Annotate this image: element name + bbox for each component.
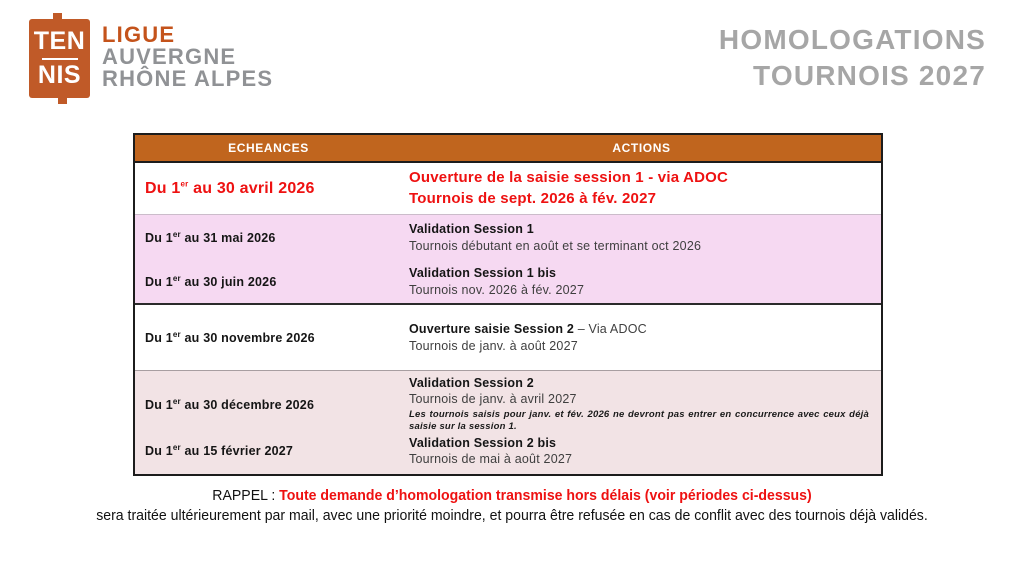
league-name-line1: LIGUE bbox=[102, 22, 176, 47]
action-subtitle: Tournois nov. 2026 à fév. 2027 bbox=[409, 282, 585, 297]
action-title: Validation Session 2 bis bbox=[409, 435, 557, 450]
logo-bottom-tab bbox=[58, 97, 67, 104]
action-text bbox=[402, 305, 881, 370]
action-line2: Tournois de sept. 2026 à fév. 2027 bbox=[409, 189, 657, 207]
action-title-line bbox=[409, 321, 869, 337]
action-subtitle: Tournois de mai à août 2027 bbox=[409, 452, 573, 466]
action-text bbox=[402, 428, 881, 474]
table-header-row bbox=[135, 135, 881, 163]
league-name-line3: RHÔNE ALPES bbox=[102, 66, 274, 91]
page-title bbox=[719, 22, 986, 94]
league-name-line2: AUVERGNE bbox=[102, 44, 237, 69]
action-subtitle: Tournois de janv. à août 2027 bbox=[409, 338, 578, 353]
table-row bbox=[135, 371, 881, 433]
rappel-line2: sera traitée ultérieurement par mail, avec une priorité moindre, et pourra être refusée en cas de conflit avec des tournois déjà validés. bbox=[96, 507, 928, 524]
deadline-date: Du 1er au 30 avril 2026 bbox=[145, 179, 315, 197]
rappel-label: RAPPEL : bbox=[212, 487, 280, 504]
action-note: Les tournois saisis pour janv. et fév. 2026 ne devront pas entrer en concurrence avec ceux déjà saisie sur la session 1. bbox=[409, 408, 869, 433]
action-title: Ouverture saisie Session 2 bbox=[409, 322, 575, 337]
page-title-line2: TOURNOIS 2027 bbox=[753, 60, 986, 91]
action-title-suffix: – Via ADOC bbox=[574, 322, 647, 337]
action-subtitle: Tournois de janv. à avril 2027 bbox=[409, 392, 577, 407]
table-row bbox=[135, 163, 881, 215]
rappel-note bbox=[0, 486, 1024, 526]
rappel-line1 bbox=[31, 486, 994, 506]
homologation-schedule-table bbox=[133, 133, 883, 476]
logo-divider bbox=[42, 58, 78, 60]
action-subtitle: Tournois débutant en août et se terminant oct 2026 bbox=[409, 238, 702, 253]
action-text bbox=[402, 215, 881, 260]
deadline-date: Du 1er au 31 mai 2026 bbox=[145, 229, 276, 245]
table-row bbox=[135, 260, 881, 305]
deadline-date: Du 1er au 30 décembre 2026 bbox=[145, 396, 315, 412]
action-title: Validation Session 1 bbox=[409, 222, 534, 237]
deadline-date: Du 1er au 30 juin 2026 bbox=[145, 273, 277, 289]
tennis-logo bbox=[29, 19, 90, 98]
logo-text-bottom: NIS bbox=[37, 60, 82, 89]
table-row bbox=[135, 428, 881, 474]
league-name bbox=[102, 24, 273, 90]
deadline-date: Du 1er au 15 février 2027 bbox=[145, 442, 294, 458]
action-line1: Ouverture de la saisie session 1 - via ADOC bbox=[409, 169, 729, 187]
action-text bbox=[402, 260, 881, 303]
action-title: Validation Session 1 bis bbox=[409, 266, 557, 281]
table-row bbox=[135, 215, 881, 260]
page-title-line1: HOMOLOGATIONS bbox=[718, 24, 986, 55]
deadline-date: Du 1er au 30 novembre 2026 bbox=[145, 329, 315, 345]
action-text bbox=[402, 163, 881, 214]
header-actions: ACTIONS bbox=[612, 141, 671, 155]
header-echeances: ECHEANCES bbox=[228, 141, 309, 155]
table-row bbox=[135, 305, 881, 371]
rappel-warning-text: Toute demande d’homologation transmise hors délais (voir périodes ci-dessus) bbox=[279, 487, 812, 504]
logo-top-tab bbox=[53, 13, 62, 20]
logo-text-top: TEN bbox=[33, 27, 86, 55]
action-title: Validation Session 2 bbox=[409, 376, 534, 390]
